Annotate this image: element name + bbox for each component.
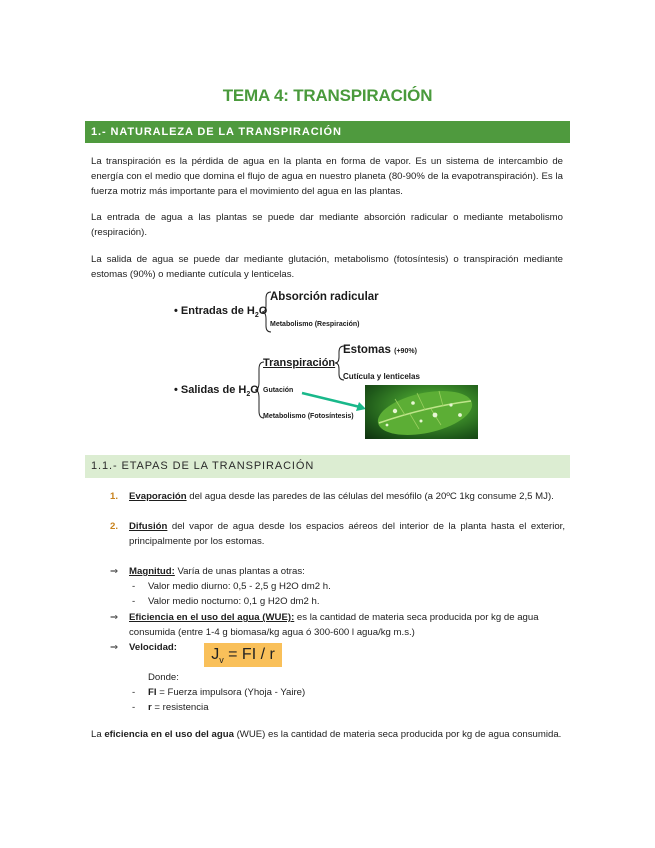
- section-heading-naturaleza: 1.- NATURALEZA DE LA TRANSPIRACIÓN: [85, 121, 570, 143]
- arrow-icon: ⇒: [110, 566, 119, 577]
- absorcion-radicular-label: Absorción radicular: [270, 291, 379, 303]
- gutacion-arrow: [302, 393, 360, 407]
- estomas-label: Estomas (+90%): [343, 344, 417, 356]
- paragraph-salida: La salida de agua se puede dar mediante glutación, metabolismo (fotosíntesis) o transpiración mediante estomas (90%) o mediante cutícula y lenticelas.: [91, 254, 563, 280]
- fi-definition: - FI = Fuerza impulsora (Yhoja - Yaire): [132, 687, 306, 698]
- paragraph-definicion: La transpiración es la pérdida de agua en la planta en forma de vapor. Es un sistema de intercambio de energía con el medio que domina el flujo de agua en nuestro planeta (80-90% de la evapotranspiración). Es la fuerza motriz más importante para el movimiento del agua en las plantas.: [91, 156, 563, 197]
- magnitud-item: ⇒ Magnitud: Varía de unas plantas a otras:: [110, 565, 565, 580]
- arrow-icon: ⇒: [110, 642, 119, 653]
- velocidad-formula: $J_v$ = FI / r: [204, 643, 282, 667]
- paragraph-entrada: La entrada de agua a las plantas se puede dar mediante absorción radicular o mediante metabolismo (respiración).: [91, 212, 563, 238]
- metabolismo-fotosintesis-label: Metabolismo (Fotosíntesis): [263, 413, 354, 420]
- leaf-illustration: [365, 385, 478, 439]
- etapa-item-evaporacion: 1. Evaporación del agua desde las paredes de las células del mesófilo (a 20ºC 1kg consume 2,5 MJ).: [110, 491, 554, 502]
- arrow-icon: ⇒: [110, 612, 119, 623]
- eficiencia-item: ⇒ Eficiencia en el uso del agua (WUE): es la cantidad de materia seca producida por kg de agua consumida (entre 1-4 g biomasa/kg agua ó 300-600 l agua/kg m.s.): [110, 612, 539, 638]
- gutacion-label: Gutación: [263, 387, 294, 394]
- magnitud-nocturno: - Valor medio nocturno: 0,1 g H2O dm2 h.: [132, 596, 320, 607]
- velocidad-item: ⇒ Velocidad:: [110, 641, 565, 656]
- metabolismo-respiracion-label: Metabolismo (Respiración): [270, 321, 360, 328]
- magnitud-diurno: - Valor medio diurno: 0,5 - 2,5 g H2O dm2 h.: [132, 581, 331, 592]
- etapa-item-difusion: 2. Difusión del vapor de agua desde los espacios aéreos del interior de la planta hasta el exterior, principalmente por los estomas.: [110, 521, 565, 547]
- water-flow-diagram: [160, 285, 490, 440]
- transpiracion-label: Transpiración: [263, 357, 336, 369]
- leaf-droplets-image: [365, 385, 478, 439]
- salidas-label: • Salidas de $H_2O$: [174, 384, 259, 399]
- r-definition: - r = resistencia: [132, 702, 209, 713]
- section-heading-etapas: 1.1.- ETAPAS DE LA TRANSPIRACIÓN: [85, 455, 570, 478]
- entradas-label: • Entradas de $H_2O$: [174, 305, 268, 320]
- page-title: TEMA 4: TRANSPIRACIÓN: [222, 86, 433, 105]
- cuticula-label: Cutícula y lenticelas: [343, 372, 420, 381]
- donde-label: Donde:: [148, 672, 179, 683]
- paragraph-eficiencia: La eficiencia en el uso del agua (WUE) es la cantidad de materia seca producida por kg de agua consumida.: [91, 729, 562, 740]
